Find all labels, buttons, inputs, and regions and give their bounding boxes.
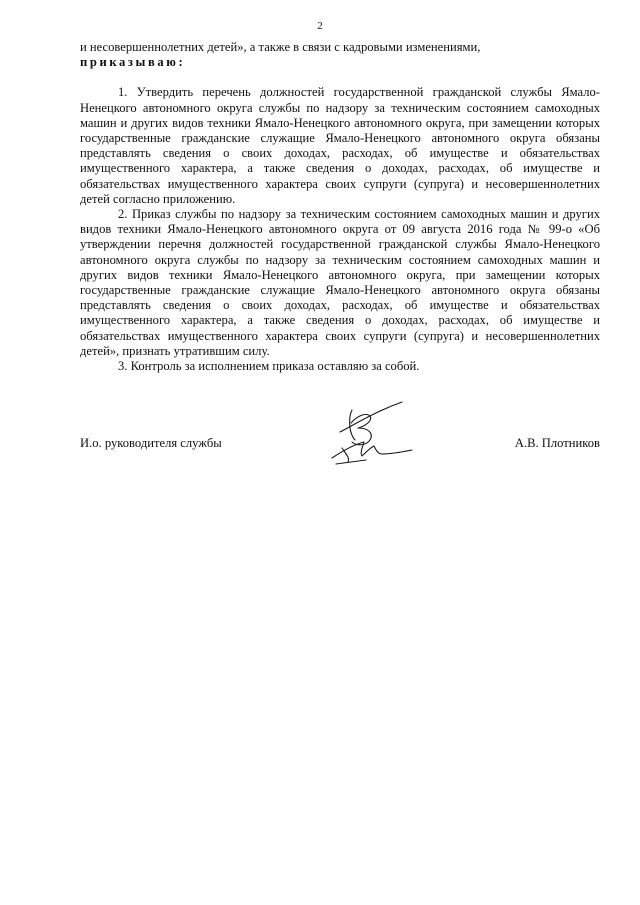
document-body: [80, 40, 600, 374]
paragraph-1: 1. Утвердить перечень должностей государственной гражданской службы Ямало-Ненецкого автономного округа службы по надзору за техническим состоянием самоходных машин и других видов техники Ямало-Ненецкого автономного округа, при замещении которых государственные гражданские служащие Ямало-Ненецкого автономного округа обязаны представлять сведения о своих доходах, расходах, об имуществе и обязательствах имущественного характера, а также сведения о доходах, расходах, об имуществе и обязательствах имущественного характера своих супруги (супруга) и несовершеннолетних детей согласно приложению.: [80, 85, 600, 206]
paragraph-3: 3. Контроль за исполнением приказа оставляю за собой.: [118, 359, 420, 374]
signatory-name: А.В. Плотников: [514, 436, 600, 450]
signature-block: [80, 436, 600, 466]
intro-paragraph: и несовершеннолетних детей», а также в связи с кадровыми изменениями,: [80, 40, 481, 54]
paragraph-2: 2. Приказ службы по надзору за техническим состоянием самоходных машин и других видов техники Ямало-Ненецкого автономного округа от 09 августа 2016 года № 99-о «Об утверждении перечня должностей государственной гражданской службы Ямало-Ненецкого автономного округа службы по надзору за техническим состоянием самоходных машин и других видов техники Ямало-Ненецкого автономного округа, при замещении которых государственные гражданские служащие Ямало-Ненецкого автономного округа обязаны представлять сведения о своих доходах, расходах, об имуществе и обязательствах имущественного характера, а также сведения о доходах, расходах, об имуществе и обязательствах имущественного характера своих супруги (супруга) и несовершеннолетних детей», признать утратившим силу.: [80, 207, 600, 358]
decree-word: приказываю:: [80, 55, 186, 70]
page-number: 2: [317, 20, 323, 32]
signatory-position: И.о. руководителя службы: [80, 436, 222, 450]
